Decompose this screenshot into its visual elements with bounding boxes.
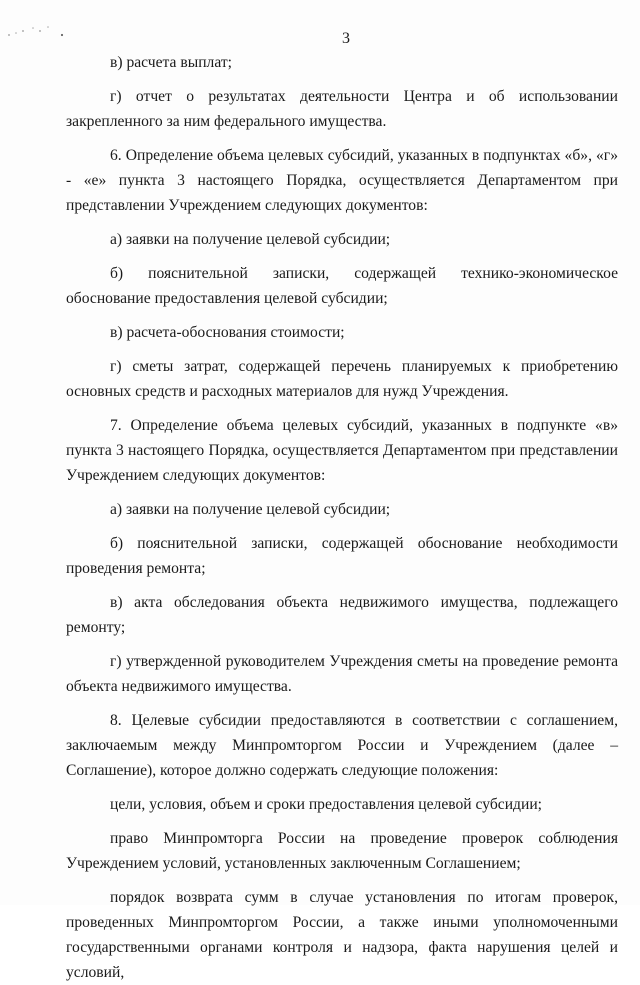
paragraph: в) расчета выплат; (110, 54, 233, 71)
paragraph: 8. Целевые субсидии предоставляются в соответствии с соглашением, заключаемым между Минпромторгом России и Учреждением (далее – Соглашение), которое должно содержать следующие положения: (66, 712, 618, 779)
paragraph: в) акта обследования объекта недвижимого имущества, подлежащего ремонту; (66, 594, 618, 636)
paragraph: 7. Определение объема целевых субсидий, указанных в подпункте «в» пункта 3 настоящего Порядка, осуществляется Департаментом при представлении Учреждением следующих документов: (66, 417, 618, 484)
paragraph: в) расчета-обоснования стоимости; (110, 324, 345, 341)
page-number: 3 (342, 30, 350, 47)
paragraph: б) пояснительной записки, содержащей технико-экономическое обоснование предоставления целевой субсидии; (66, 265, 618, 307)
paragraph: цели, условия, объем и сроки предоставления целевой субсидии; (110, 796, 543, 813)
paragraph: а) заявки на получение целевой субсидии; (110, 501, 391, 518)
paragraph: 6. Определение объема целевых субсидий, указанных в подпунктах «б», «г» - «е» пункта 3 настоящего Порядка, осуществляется Департаментом при представлении Учреждением следующих документов: (66, 147, 618, 214)
paragraph: а) заявки на получение целевой субсидии; (110, 231, 391, 248)
paragraph: право Минпромторга России на проведение проверок соблюдения Учреждением условий, установленных заключенным Соглашением; (66, 830, 618, 872)
paragraph: б) пояснительной записки, содержащей обоснование необходимости проведения ремонта; (66, 535, 618, 577)
paragraph: г) сметы затрат, содержащей перечень планируемых к приобретению основных средств и расходных материалов для нужд Учреждения. (66, 358, 618, 400)
paragraph: г) утвержденной руководителем Учреждения сметы на проведение ремонта объекта недвижимого имущества. (66, 653, 618, 695)
paragraph: г) отчет о результатах деятельности Центра и об использовании закрепленного за ним федерального имущества. (66, 88, 618, 130)
document-body (66, 50, 618, 985)
paragraph: порядок возврата сумм в случае установления по итогам проверок, проведенных Минпромторгом России, а также иными уполномоченными государственными органами контроля и надзора, факта нарушения целей и условий, (66, 889, 618, 981)
